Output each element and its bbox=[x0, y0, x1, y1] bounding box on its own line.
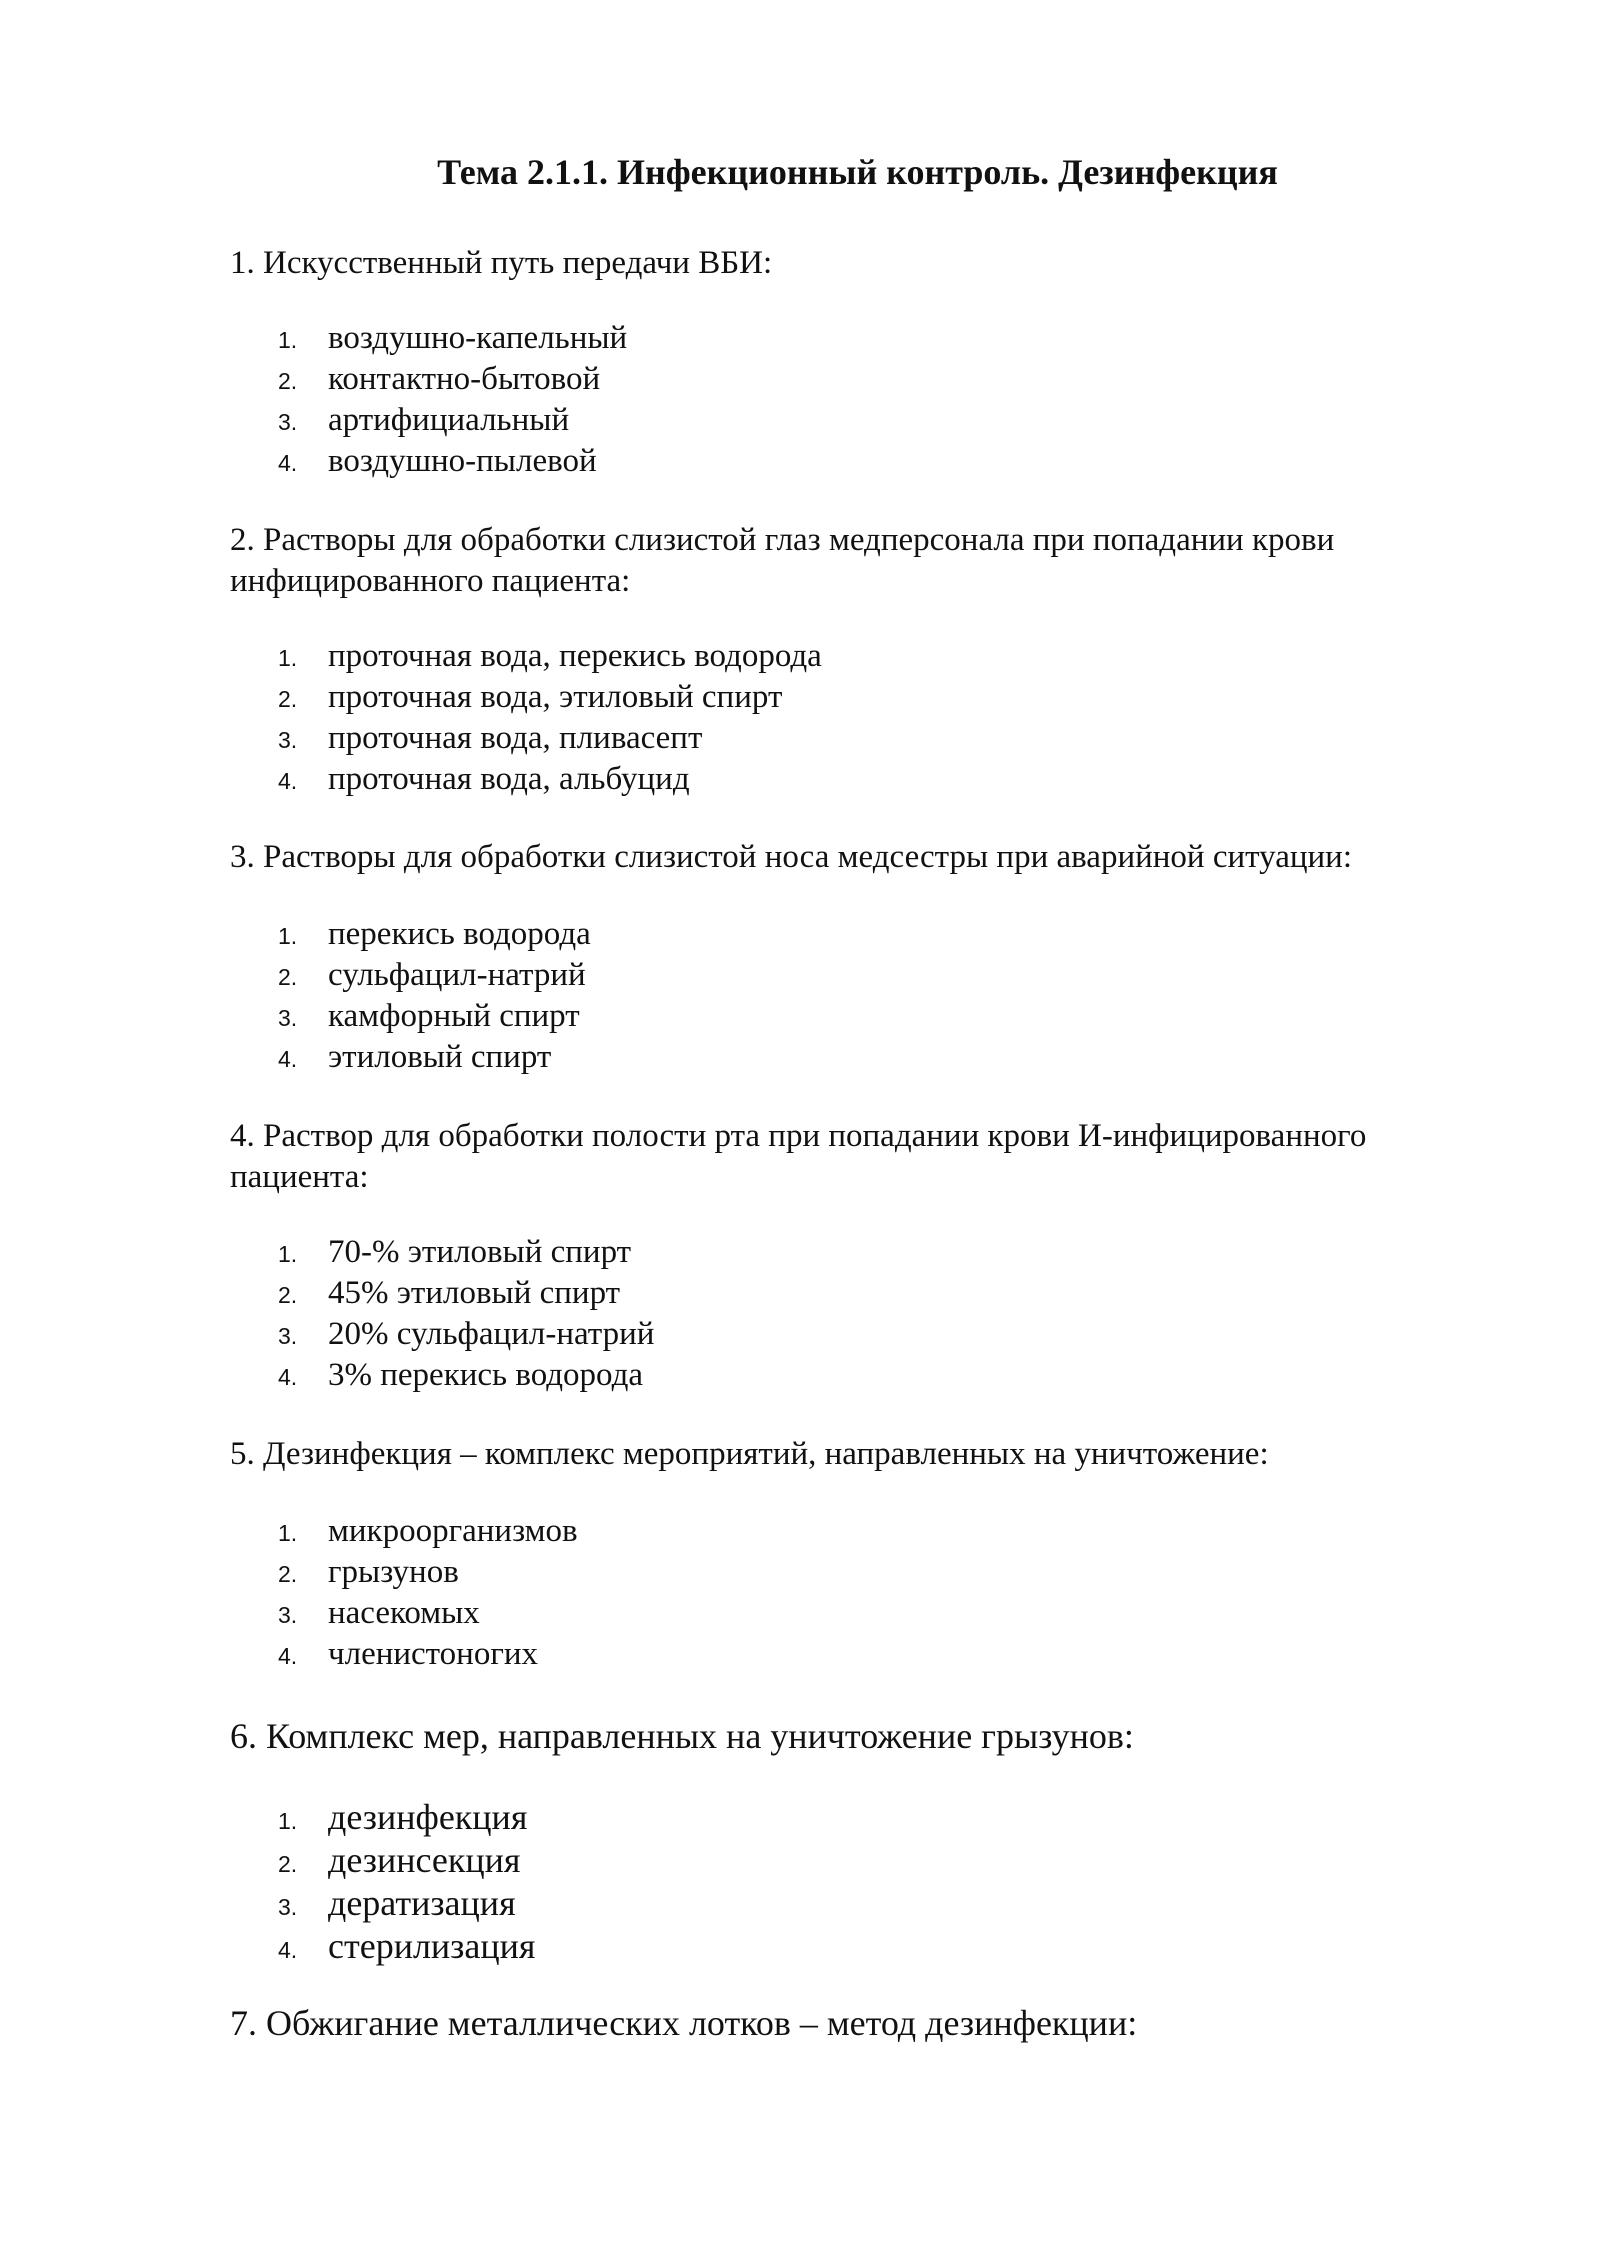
option-text: воздушно-пылевой bbox=[328, 443, 597, 479]
option-text: проточная вода, альбуцид bbox=[328, 761, 690, 797]
option-number: 2. bbox=[278, 686, 298, 712]
option-text: стерилизация bbox=[328, 1926, 536, 1966]
option-number: 1. bbox=[278, 1808, 298, 1834]
answer-option bbox=[278, 955, 591, 996]
option-number: 3. bbox=[278, 409, 298, 435]
option-text: проточная вода, перекись водорода bbox=[328, 638, 822, 674]
option-text: камфорный спирт bbox=[328, 998, 580, 1034]
question-6-options bbox=[278, 1796, 535, 1968]
option-text: 70-% этиловый спирт bbox=[328, 1234, 632, 1270]
option-text: этиловый спирт bbox=[328, 1039, 552, 1075]
option-text: 3% перекись водорода bbox=[328, 1357, 644, 1393]
answer-option bbox=[278, 677, 822, 718]
option-text: 45% этиловый спирт bbox=[328, 1275, 621, 1311]
answer-option bbox=[278, 359, 627, 400]
option-text: дезинсекция bbox=[328, 1840, 521, 1880]
question-7-text: 7. Обжигание металлических лотков – метод дезинфекции: bbox=[230, 2003, 1138, 2043]
answer-option bbox=[278, 996, 591, 1037]
question-2-options bbox=[278, 636, 822, 800]
option-number: 3. bbox=[278, 1894, 298, 1920]
answer-option bbox=[278, 1839, 535, 1882]
option-number: 4. bbox=[278, 1643, 298, 1669]
answer-option bbox=[278, 636, 822, 677]
option-number: 4. bbox=[278, 768, 298, 794]
question-2-text: 2. Растворы для обработки слизистой глаз медперсонала при попадании крови инфицированного пациента: bbox=[230, 522, 1335, 599]
answer-option bbox=[278, 1037, 591, 1078]
answer-option bbox=[278, 1634, 578, 1675]
option-number: 3. bbox=[278, 1005, 298, 1031]
option-number: 2. bbox=[278, 1282, 298, 1308]
option-number: 2. bbox=[278, 1851, 298, 1877]
answer-option bbox=[278, 718, 822, 759]
answer-option bbox=[278, 1796, 535, 1839]
answer-option bbox=[278, 914, 591, 955]
option-text: 20% сульфацил-натрий bbox=[328, 1316, 655, 1352]
option-number: 2. bbox=[278, 964, 298, 990]
answer-option bbox=[278, 1593, 578, 1634]
answer-option bbox=[278, 1314, 654, 1355]
answer-option bbox=[278, 441, 627, 482]
question-1-text: 1. Искусственный путь передачи ВБИ: bbox=[230, 245, 773, 281]
option-number: 1. bbox=[278, 1520, 298, 1546]
option-number: 1. bbox=[278, 327, 298, 353]
question-3-text: 3. Растворы для обработки слизистой носа медсестры при аварийной ситуации: bbox=[230, 839, 1352, 875]
option-text: грызунов bbox=[328, 1554, 459, 1590]
document-title: Тема 2.1.1. Инфекционный контроль. Дезинфекция bbox=[437, 152, 1278, 192]
option-text: микроорганизмов bbox=[328, 1513, 578, 1549]
answer-option bbox=[278, 1882, 535, 1925]
option-number: 1. bbox=[278, 1241, 298, 1267]
option-number: 3. bbox=[278, 1323, 298, 1349]
option-number: 4. bbox=[278, 1364, 298, 1390]
option-text: членистоногих bbox=[328, 1636, 539, 1672]
option-text: проточная вода, этиловый спирт bbox=[328, 679, 783, 715]
question-6-text: 6. Комплекс мер, направленных на уничтожение грызунов: bbox=[230, 1716, 1134, 1756]
option-number: 1. bbox=[278, 645, 298, 671]
question-5-options bbox=[278, 1511, 578, 1675]
option-text: насекомых bbox=[328, 1595, 480, 1631]
question-4-options bbox=[278, 1232, 654, 1396]
option-number: 2. bbox=[278, 1561, 298, 1587]
answer-option bbox=[278, 318, 627, 359]
answer-option bbox=[278, 1925, 535, 1968]
option-number: 3. bbox=[278, 1602, 298, 1628]
question-5-text: 5. Дезинфекция – комплекс мероприятий, направленных на уничтожение: bbox=[230, 1436, 1269, 1472]
question-1-options bbox=[278, 318, 627, 482]
option-text: артифициальный bbox=[328, 402, 570, 438]
option-number: 2. bbox=[278, 368, 298, 394]
option-number: 1. bbox=[278, 923, 298, 949]
option-text: воздушно-капельный bbox=[328, 320, 628, 356]
option-number: 4. bbox=[278, 450, 298, 476]
option-text: сульфацил-натрий bbox=[328, 957, 586, 993]
option-text: перекись водорода bbox=[328, 916, 591, 952]
option-number: 3. bbox=[278, 727, 298, 753]
option-number: 4. bbox=[278, 1046, 298, 1072]
answer-option bbox=[278, 1511, 578, 1552]
question-3-options bbox=[278, 914, 591, 1078]
option-text: дезинфекция bbox=[328, 1797, 528, 1837]
question-4-text: 4. Раствор для обработки полости рта при попадании крови И-инфицированного пациента: bbox=[230, 1118, 1367, 1195]
option-text: дератизация bbox=[328, 1883, 516, 1923]
option-text: проточная вода, пливасепт bbox=[328, 720, 703, 756]
answer-option bbox=[278, 1355, 654, 1396]
answer-option bbox=[278, 1552, 578, 1593]
answer-option bbox=[278, 1273, 654, 1314]
option-text: контактно-бытовой bbox=[328, 361, 601, 397]
option-number: 4. bbox=[278, 1937, 298, 1963]
answer-option bbox=[278, 759, 822, 800]
answer-option bbox=[278, 1232, 654, 1273]
answer-option bbox=[278, 400, 627, 441]
